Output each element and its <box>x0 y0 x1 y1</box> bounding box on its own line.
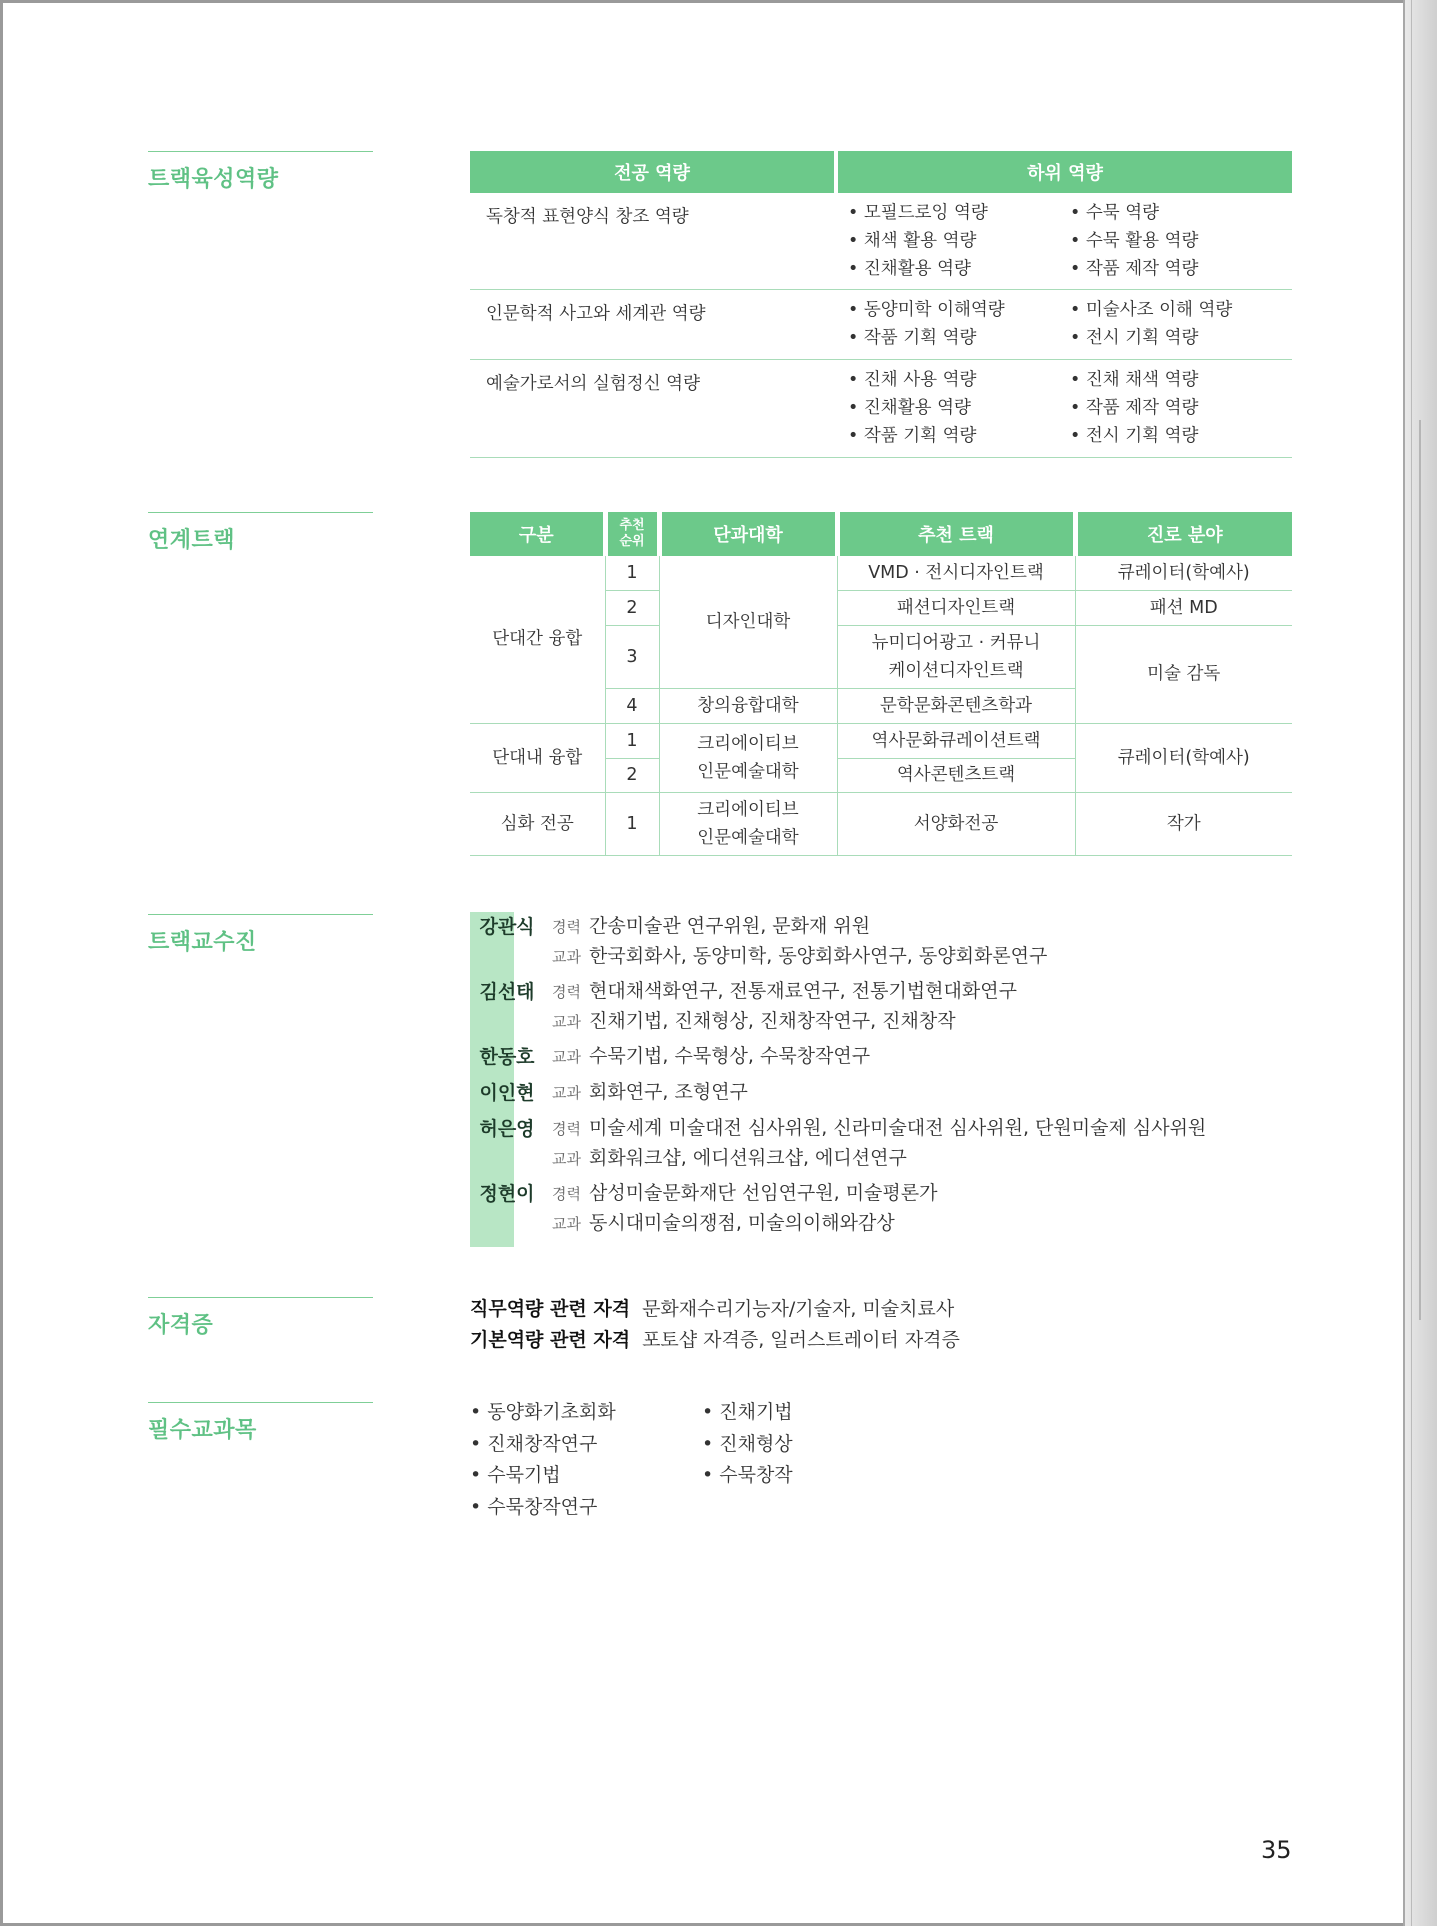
header-type: 구분 <box>470 512 605 556</box>
career-cell: 패션 MD <box>1075 590 1292 625</box>
track-cell: 서양화전공 <box>837 792 1075 855</box>
faculty-tag: 경력 <box>552 918 581 936</box>
faculty-item <box>470 1042 1310 1078</box>
sub-competency: • 진채활용 역량 <box>848 259 971 279</box>
certificate-label: 직무역량 관련 자격 <box>470 1298 631 1320</box>
table-row <box>470 792 1292 855</box>
sub-competency: • 모필드로잉 역량 <box>848 203 988 223</box>
major-competency: 예술가로서의 실험정신 역량 <box>486 374 700 394</box>
header-track: 추천 트랙 <box>837 512 1075 556</box>
faculty-name: 정현이 <box>479 1183 535 1205</box>
faculty-item <box>470 1179 1310 1244</box>
course-item: • 수묵기법 <box>470 1464 561 1486</box>
page-number: 35 <box>1261 1836 1292 1864</box>
sub-competency: • 미술사조 이해 역량 <box>1070 300 1233 320</box>
sub-competency: • 전시 기획 역량 <box>1070 328 1199 348</box>
certificate-text: 문화재수리기능자/기술자, 미술치료사 <box>642 1298 955 1320</box>
faculty-tag: 교과 <box>552 1048 581 1066</box>
sub-competency: • 작품 제작 역량 <box>1070 398 1199 418</box>
header-career: 진로 분야 <box>1075 512 1292 556</box>
faculty-detail: 회화연구, 조형연구 <box>588 1081 748 1103</box>
certificate-list <box>470 1294 960 1356</box>
course-item: • 진채기법 <box>702 1401 793 1423</box>
track-cell-text: 뉴미디어광고 · 커뮤니케이션디자인트랙 <box>871 632 1041 681</box>
competency-row <box>470 360 1292 458</box>
career-cell: 큐레이터(학예사) <box>1075 723 1292 792</box>
track-cell: 패션디자인트랙 <box>837 590 1075 625</box>
faculty-tag: 교과 <box>552 1150 581 1168</box>
table-row <box>470 556 1292 590</box>
faculty-tag: 경력 <box>552 1185 581 1203</box>
page-edge <box>1403 0 1437 1926</box>
sub-competency: • 진채 사용 역량 <box>848 370 977 390</box>
linked-track-table <box>470 512 1292 856</box>
faculty-item <box>470 1114 1310 1179</box>
track-cell <box>837 625 1075 688</box>
faculty-list <box>470 912 1310 1244</box>
certificate-item <box>470 1294 960 1325</box>
header-rank <box>605 512 659 556</box>
faculty-name: 김선태 <box>479 981 535 1003</box>
faculty-detail: 한국회화사, 동양미학, 동양회화사연구, 동양회화론연구 <box>588 945 1048 967</box>
required-course-list <box>470 1397 934 1523</box>
sub-competency: • 작품 기획 역량 <box>848 426 977 446</box>
faculty-name: 허은영 <box>479 1118 535 1140</box>
faculty-tag: 교과 <box>552 1215 581 1233</box>
sub-competency: • 동양미학 이해역량 <box>848 300 1005 320</box>
rank-cell: 1 <box>605 792 659 855</box>
certificate-item <box>470 1325 960 1356</box>
rank-cell: 4 <box>605 688 659 723</box>
course-item: • 수묵창작연구 <box>470 1495 598 1518</box>
faculty-detail: 진채기법, 진채형상, 진채창작연구, 진채창작 <box>588 1010 956 1032</box>
sub-competency: • 수묵 활용 역량 <box>1070 231 1199 251</box>
faculty-name: 강관식 <box>479 916 535 938</box>
certificate-text: 포토샵 자격증, 일러스트레이터 자격증 <box>642 1329 960 1351</box>
faculty-tag: 경력 <box>552 983 581 1001</box>
sub-competency: • 채색 활용 역량 <box>848 231 977 251</box>
faculty-item <box>470 1078 1310 1114</box>
faculty-detail: 동시대미술의쟁점, 미술의이해와감상 <box>588 1212 895 1234</box>
college-cell-text: 크리에이티브 인문예술대학 <box>697 799 799 848</box>
faculty-tag: 교과 <box>552 1084 581 1102</box>
section-heading-faculty: 트랙교수진 <box>148 914 373 956</box>
header-college: 단과대학 <box>659 512 837 556</box>
major-competency: 인문학적 사고와 세계관 역량 <box>486 304 706 324</box>
college-cell-text: 크리에이티브 인문예술대학 <box>697 733 799 782</box>
course-item: • 수묵창작 <box>702 1464 793 1486</box>
table-row <box>470 723 1292 758</box>
sub-competency: • 작품 제작 역량 <box>1070 259 1199 279</box>
sub-competency: • 작품 기획 역량 <box>848 328 977 348</box>
faculty-name: 한동호 <box>479 1046 535 1068</box>
sub-competency: • 진채활용 역량 <box>848 398 971 418</box>
faculty-detail: 간송미술관 연구위원, 문화재 위원 <box>588 915 871 937</box>
track-cell: VMD · 전시디자인트랙 <box>837 556 1075 590</box>
faculty-detail: 미술세계 미술대전 심사위원, 신라미술대전 심사위원, 단원미술제 심사위원 <box>588 1117 1207 1139</box>
competency-table <box>470 151 1292 458</box>
career-cell: 미술 감독 <box>1075 625 1292 723</box>
track-cell: 역사문화큐레이션트랙 <box>837 723 1075 758</box>
faculty-item <box>470 977 1310 1042</box>
track-cell: 역사콘텐츠트랙 <box>837 758 1075 792</box>
rank-cell: 3 <box>605 625 659 688</box>
sub-competency: • 진채 채색 역량 <box>1070 370 1199 390</box>
faculty-tag: 교과 <box>552 1013 581 1031</box>
section-heading-required: 필수교과목 <box>148 1402 373 1444</box>
faculty-name: 이인현 <box>479 1082 535 1104</box>
major-competency: 독창적 표현양식 창조 역량 <box>486 207 689 227</box>
faculty-tag: 교과 <box>552 948 581 966</box>
competency-row <box>470 290 1292 360</box>
header-sub-competency: 하위 역량 <box>838 151 1292 193</box>
rank-cell: 2 <box>605 590 659 625</box>
competency-table-header <box>470 151 1292 193</box>
career-cell: 작가 <box>1075 792 1292 855</box>
college-cell: 디자인대학 <box>659 556 837 688</box>
linked-track-header <box>470 512 1292 556</box>
track-cell: 문학문화콘텐츠학과 <box>837 688 1075 723</box>
rank-cell: 1 <box>605 556 659 590</box>
faculty-detail: 회화워크샵, 에디션워크샵, 에디션연구 <box>588 1147 907 1169</box>
course-item: • 동양화기초회화 <box>470 1401 616 1423</box>
course-item: • 진채형상 <box>702 1432 793 1455</box>
college-cell <box>659 792 837 855</box>
sub-competency: • 수묵 역량 <box>1070 203 1160 223</box>
career-cell: 큐레이터(학예사) <box>1075 556 1292 590</box>
type-cell: 단대내 융합 <box>470 723 605 792</box>
faculty-detail: 현대채색화연구, 전통재료연구, 전통기법현대화연구 <box>588 980 1017 1002</box>
certificate-label: 기본역량 관련 자격 <box>470 1329 631 1351</box>
competency-row <box>470 193 1292 290</box>
rank-cell: 2 <box>605 758 659 792</box>
faculty-item <box>470 912 1310 977</box>
section-heading-linked: 연계트랙 <box>148 512 373 554</box>
college-cell: 창의융합대학 <box>659 688 837 723</box>
section-heading-competency: 트랙육성역량 <box>148 151 373 193</box>
header-rank-label: 추천 순위 <box>619 518 645 549</box>
rank-cell: 1 <box>605 723 659 758</box>
header-major-competency: 전공 역량 <box>470 151 834 193</box>
sub-competency: • 전시 기획 역량 <box>1070 426 1199 446</box>
college-cell <box>659 723 837 792</box>
type-cell: 단대간 융합 <box>470 556 605 723</box>
faculty-detail: 수묵기법, 수묵형상, 수묵창작연구 <box>588 1045 871 1067</box>
type-cell: 심화 전공 <box>470 792 605 855</box>
faculty-detail: 삼성미술문화재단 선임연구원, 미술평론가 <box>588 1182 938 1204</box>
section-heading-certificate: 자격증 <box>148 1297 373 1339</box>
course-item: • 진채창작연구 <box>470 1432 598 1455</box>
faculty-tag: 경력 <box>552 1120 581 1138</box>
